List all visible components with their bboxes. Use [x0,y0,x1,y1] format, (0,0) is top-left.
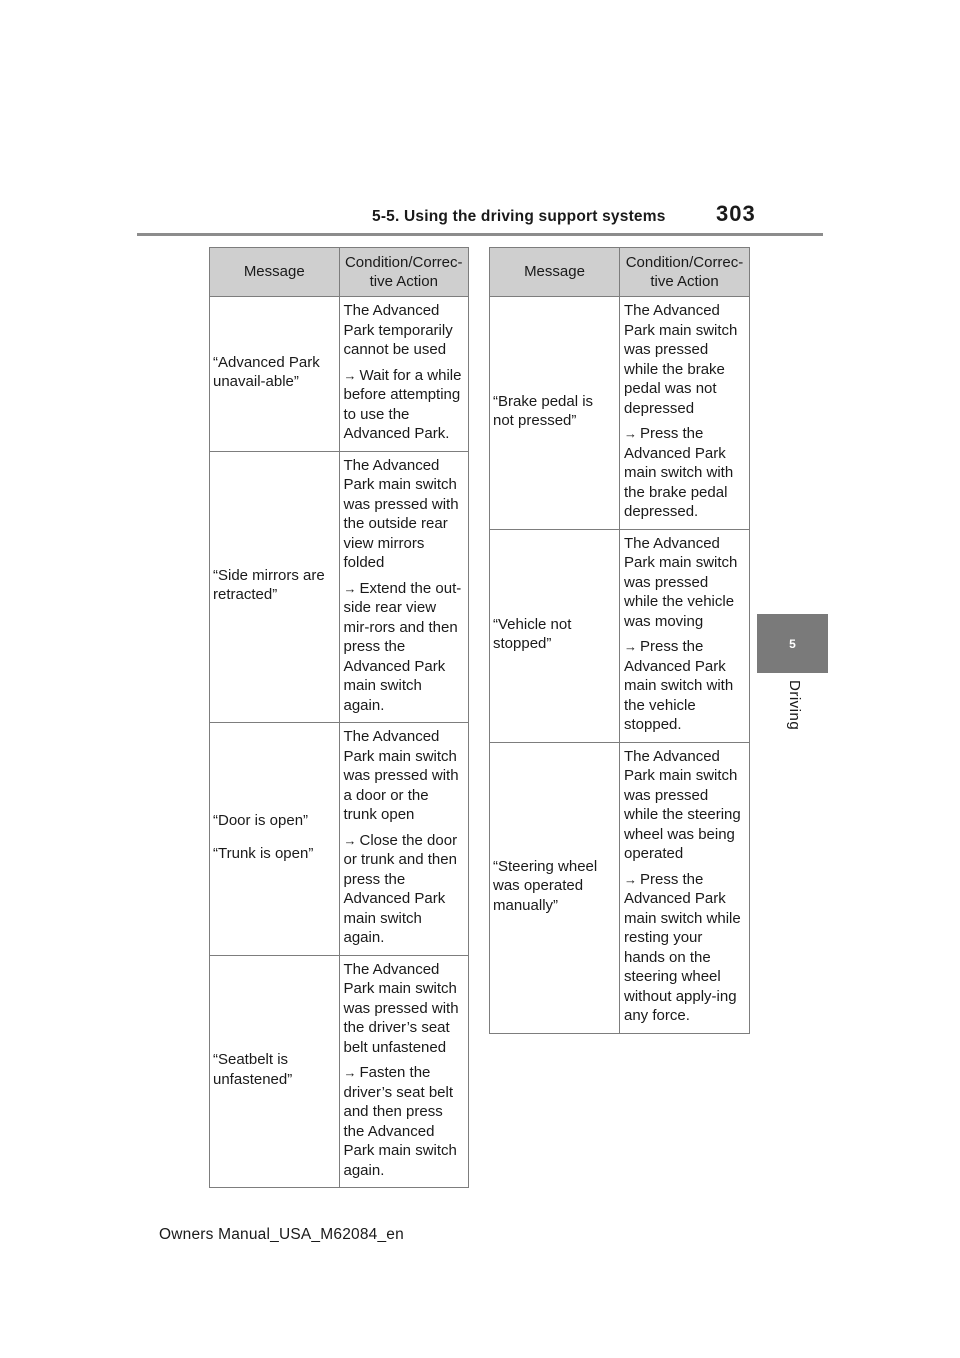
page-number: 303 [716,201,756,226]
corrective-action-text: Wait for a while before attempting to use the Advanced Park. [343,366,462,442]
message-text: “Brake pedal is not pressed” [493,392,594,430]
corrective-action-text: Fasten the driver’s seat belt and then press the Advanced Park main switch again. [343,1064,457,1179]
section-title: 5-5. Using the driving support systems [372,208,666,225]
condition-cell [339,451,469,723]
footer-text: Owners Manual_USA_M62084_en [159,1226,404,1243]
condition-cell [339,955,469,1188]
condition-text: The Advanced Park temporarily cannot be used [343,302,453,358]
arrow-icon: → [343,580,357,596]
message-table-left [209,247,469,1188]
condition-cell [339,723,469,956]
condition-text: The Advanced Park main switch was pressed while the vehicle was moving [624,534,738,630]
header-message: Message [490,248,620,297]
condition-cell [339,297,469,452]
corrective-action [624,870,745,1026]
table-body-right [490,297,750,1034]
arrow-icon: → [624,426,637,441]
condition-text: The Advanced Park main switch was pressed with a door or the trunk open [343,728,459,823]
condition-text: The Advanced Park main switch was pressed while the steering wheel was being operated [624,747,741,862]
corrective-action [344,1063,465,1180]
message-text: “Trunk is open” [213,845,314,863]
table-row [210,297,469,452]
corrective-action-text: Press the Advanced Park main switch with the vehicle stopped. [624,638,734,733]
arrow-icon: → [343,367,357,383]
chapter-number: 5 [789,636,796,651]
table-row [490,529,750,742]
table-row [210,451,469,723]
table-header-row [490,248,750,297]
message-table-right [489,247,750,1034]
message-cell [490,297,620,530]
header-divider [137,233,823,236]
condition-text: The Advanced Park main switch was pressed with the driver’s seat belt unfastened [343,960,459,1056]
condition-cell [620,297,750,530]
message-text: “Side mirrors are retracted” [213,566,325,604]
condition-cell [620,529,750,742]
message-cell [210,451,340,723]
table-row [490,742,750,1033]
message-cell [210,297,340,452]
arrow-icon: → [343,832,357,848]
message-cell [210,723,340,956]
message-text: “Door is open” [213,811,309,829]
table-row [490,297,750,530]
message-text: “Seatbelt is unfastened” [213,1051,293,1088]
corrective-action [344,366,465,444]
corrective-action-text: Press the Advanced Park main switch with the brake pedal depressed. [624,425,734,520]
corrective-action-text: Close the door or trunk and then press the Advanced Park main switch again. [343,831,458,946]
message-cell [490,529,620,742]
header-message: Message [210,248,340,297]
corrective-action [624,424,745,522]
arrow-icon: → [624,871,637,887]
table-body-left [210,297,469,1188]
chapter-label: Driving [786,680,803,731]
header-condition: Condition/Correc-tive Action [620,248,750,297]
corrective-action [624,637,745,735]
arrow-icon: → [624,639,637,654]
table-row [210,955,469,1188]
table-row [210,723,469,956]
corrective-action-text: Press the Advanced Park main switch while resting your hands on the steering wheel without apply-ing any force. [624,870,741,1024]
corrective-action [344,579,465,716]
table-header-row [210,248,469,297]
message-text: “Steering wheel was operated manually” [493,857,598,914]
arrow-icon: → [343,1065,357,1080]
condition-text: The Advanced Park main switch was pressed with the outside rear view mirrors folded [343,456,459,571]
chapter-tab[interactable] [757,614,828,673]
header-condition: Condition/Correc-tive Action [339,248,469,297]
message-cell [490,742,620,1033]
condition-text: The Advanced Park main switch was pressed while the brake pedal was not depressed [624,302,738,417]
message-text: “Vehicle not stopped” [493,615,572,652]
corrective-action-text: Extend the out-side rear view mir-rors and then press the Advanced Park main switch again. [343,579,462,714]
message-cell [210,955,340,1188]
message-text: “Advanced Park unavail-able” [213,353,320,391]
corrective-action [344,831,465,948]
condition-cell [620,742,750,1033]
